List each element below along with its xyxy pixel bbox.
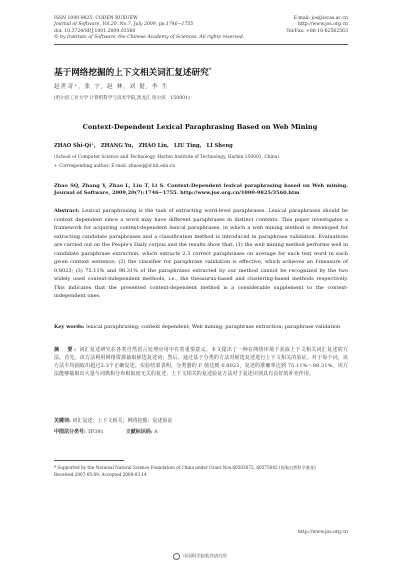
zh-keywords-text: 词汇复述；上下文相关；网络挖掘；复述验证 <box>72 418 173 424</box>
zh-affiliation: (哈尔滨工业大学 计算机科学与技术学院,黑龙江 哈尔滨 150001) <box>54 96 190 101</box>
footnote-rule <box>54 460 124 461</box>
zh-abstract <box>54 346 348 378</box>
zh-doc-value: A <box>154 429 158 435</box>
copyright-line: © by Institute of Software, the Chinese Academy of Sciences. All rights reserved. <box>54 35 245 41</box>
en-keywords <box>54 324 348 331</box>
corresponding-author: + Corresponding author: E-mail: zhaosq@ir.hit.edu.cn <box>54 164 176 169</box>
en-keywords-label: Key words: <box>54 324 85 330</box>
zh-class-label: 中图法分类号: <box>54 429 86 435</box>
en-abstract-text: Lexical paraphrasing is the task of extracting word-level paraphrases. Lexical paraphrases should be context dependent since a word may have different paraphrases in distinct contexts. This paper investigates a framework for acquiring context-dependent lexical paraphrases, in which a web mining method is developed for extracting candidate paraphrases and a classification method is introduced in paraphrase validation. Evaluations are carried out on the People's Daily corpus and the results show that: (1) the web mining method performs well in candidate paraphrase extraction, which extracts 2.3 correct paraphrases on average for each test word in each given context sentence; (2) the classifier for paraphrase validation is effective, which achieves an f-measure of 0.8023; (3) 75.11% and 98.31% of the paraphrases extracted by our method cannot be recognized by the two widely used context-independent methods, i.e., the thesaurus-based and clustering-based methods respectively. This indicates that the presented context-dependent method is a considerable supplement to the context-independent ones. <box>54 208 348 299</box>
journal-line: Journal of Software, Vol.20, No.7, July 2009, pp.1746−1755 <box>54 22 194 28</box>
tel-line: Tel/Fax: +86-10-62562563 <box>286 28 348 34</box>
zh-keywords-label: 关键词: <box>54 418 71 424</box>
doi-line: doi: 10.3724/SP.J.1001.2009.03560 <box>54 28 136 34</box>
footer-copyright: 中国科学院软件研究所 <box>0 553 400 560</box>
zh-classification <box>54 428 348 435</box>
email-line: E-mail: jos@iscas.ac.cn <box>293 16 348 21</box>
footnote <box>54 465 348 478</box>
en-abstract-label: Abstract: <box>54 208 80 214</box>
en-keywords-text: lexical paraphrasing; context dependent; Web mining; paraphrase extraction; paraphrase validation <box>86 324 341 330</box>
en-authors: ZHAO Shi-Qi⁺, ZHANG Yu, ZHAO Lin, LIU Ting, LI Sheng <box>54 143 233 149</box>
en-title: Context-Dependent Lexical Paraphrasing Based on Web Mining <box>82 123 318 131</box>
funding-note: * Supported by the National Natural Science Foundation of China under Grant Nos.60503072, 60575042 (国家自然科学基金) <box>54 465 316 470</box>
zh-title: 基于网络挖掘的上下文相关词汇复述研究* <box>54 67 212 78</box>
journal-header-right <box>218 16 348 35</box>
zh-authors: 赵世奇⁺, 张 宇, 赵 林, 刘 挺, 李 生 <box>54 84 169 90</box>
footer-url[interactable]: http://www.jos.org.cn <box>298 530 348 535</box>
en-affiliation: (School of Computer Science and Technology, Harbin Institute of Technology, Harbin 150001, China) <box>54 155 280 160</box>
zh-class-value: TP391 <box>87 429 104 435</box>
zh-abstract-label: 摘 要: <box>54 347 78 353</box>
zh-abstract-text: 词汇复述研究在各类自然语言处理应用中有着重要意义。本文提出了一种在网络环境下获取上下文相关词汇复述的方法。首先，该方法利用网络资源抽取候选复述词；然后，通过基于分类的方法对候选复述进行上下文相关的验证。对于每个词，该方法平均抽取出超过2.3个正确复述。实验结果表明，分类器的 F 值达到 0.8023，复述的准确率达到 75.11%～98.31%。该方法能够抽取出大量与词典和分布相似度无关的复述，上下文相关的复述验证方法对于复述识别具有良好的补充作用。 <box>54 347 348 377</box>
en-abstract <box>54 207 348 301</box>
citation: Zhao SQ, Zhang Y, Zhao L, Liu T, Li S. Context-Dependent lexical paraphrasing based on Web mining. Journal of Software, 2009,20(7):1746−1755. http://www.jos.org.cn/1000-9825/3560.htm <box>54 183 348 197</box>
url-line: http://www.jos.org.cn <box>298 22 348 28</box>
zh-doc-label: 文献标识码: <box>125 429 153 435</box>
issn-line: ISSN 1000-9825, CODEN RUXUEW <box>54 16 138 21</box>
received-note: Received 2007-05-09; Accepted 2008-03-14 <box>54 471 147 477</box>
zh-keywords <box>54 417 348 424</box>
institute-logo-icon <box>173 553 180 560</box>
header-rule <box>54 44 348 45</box>
